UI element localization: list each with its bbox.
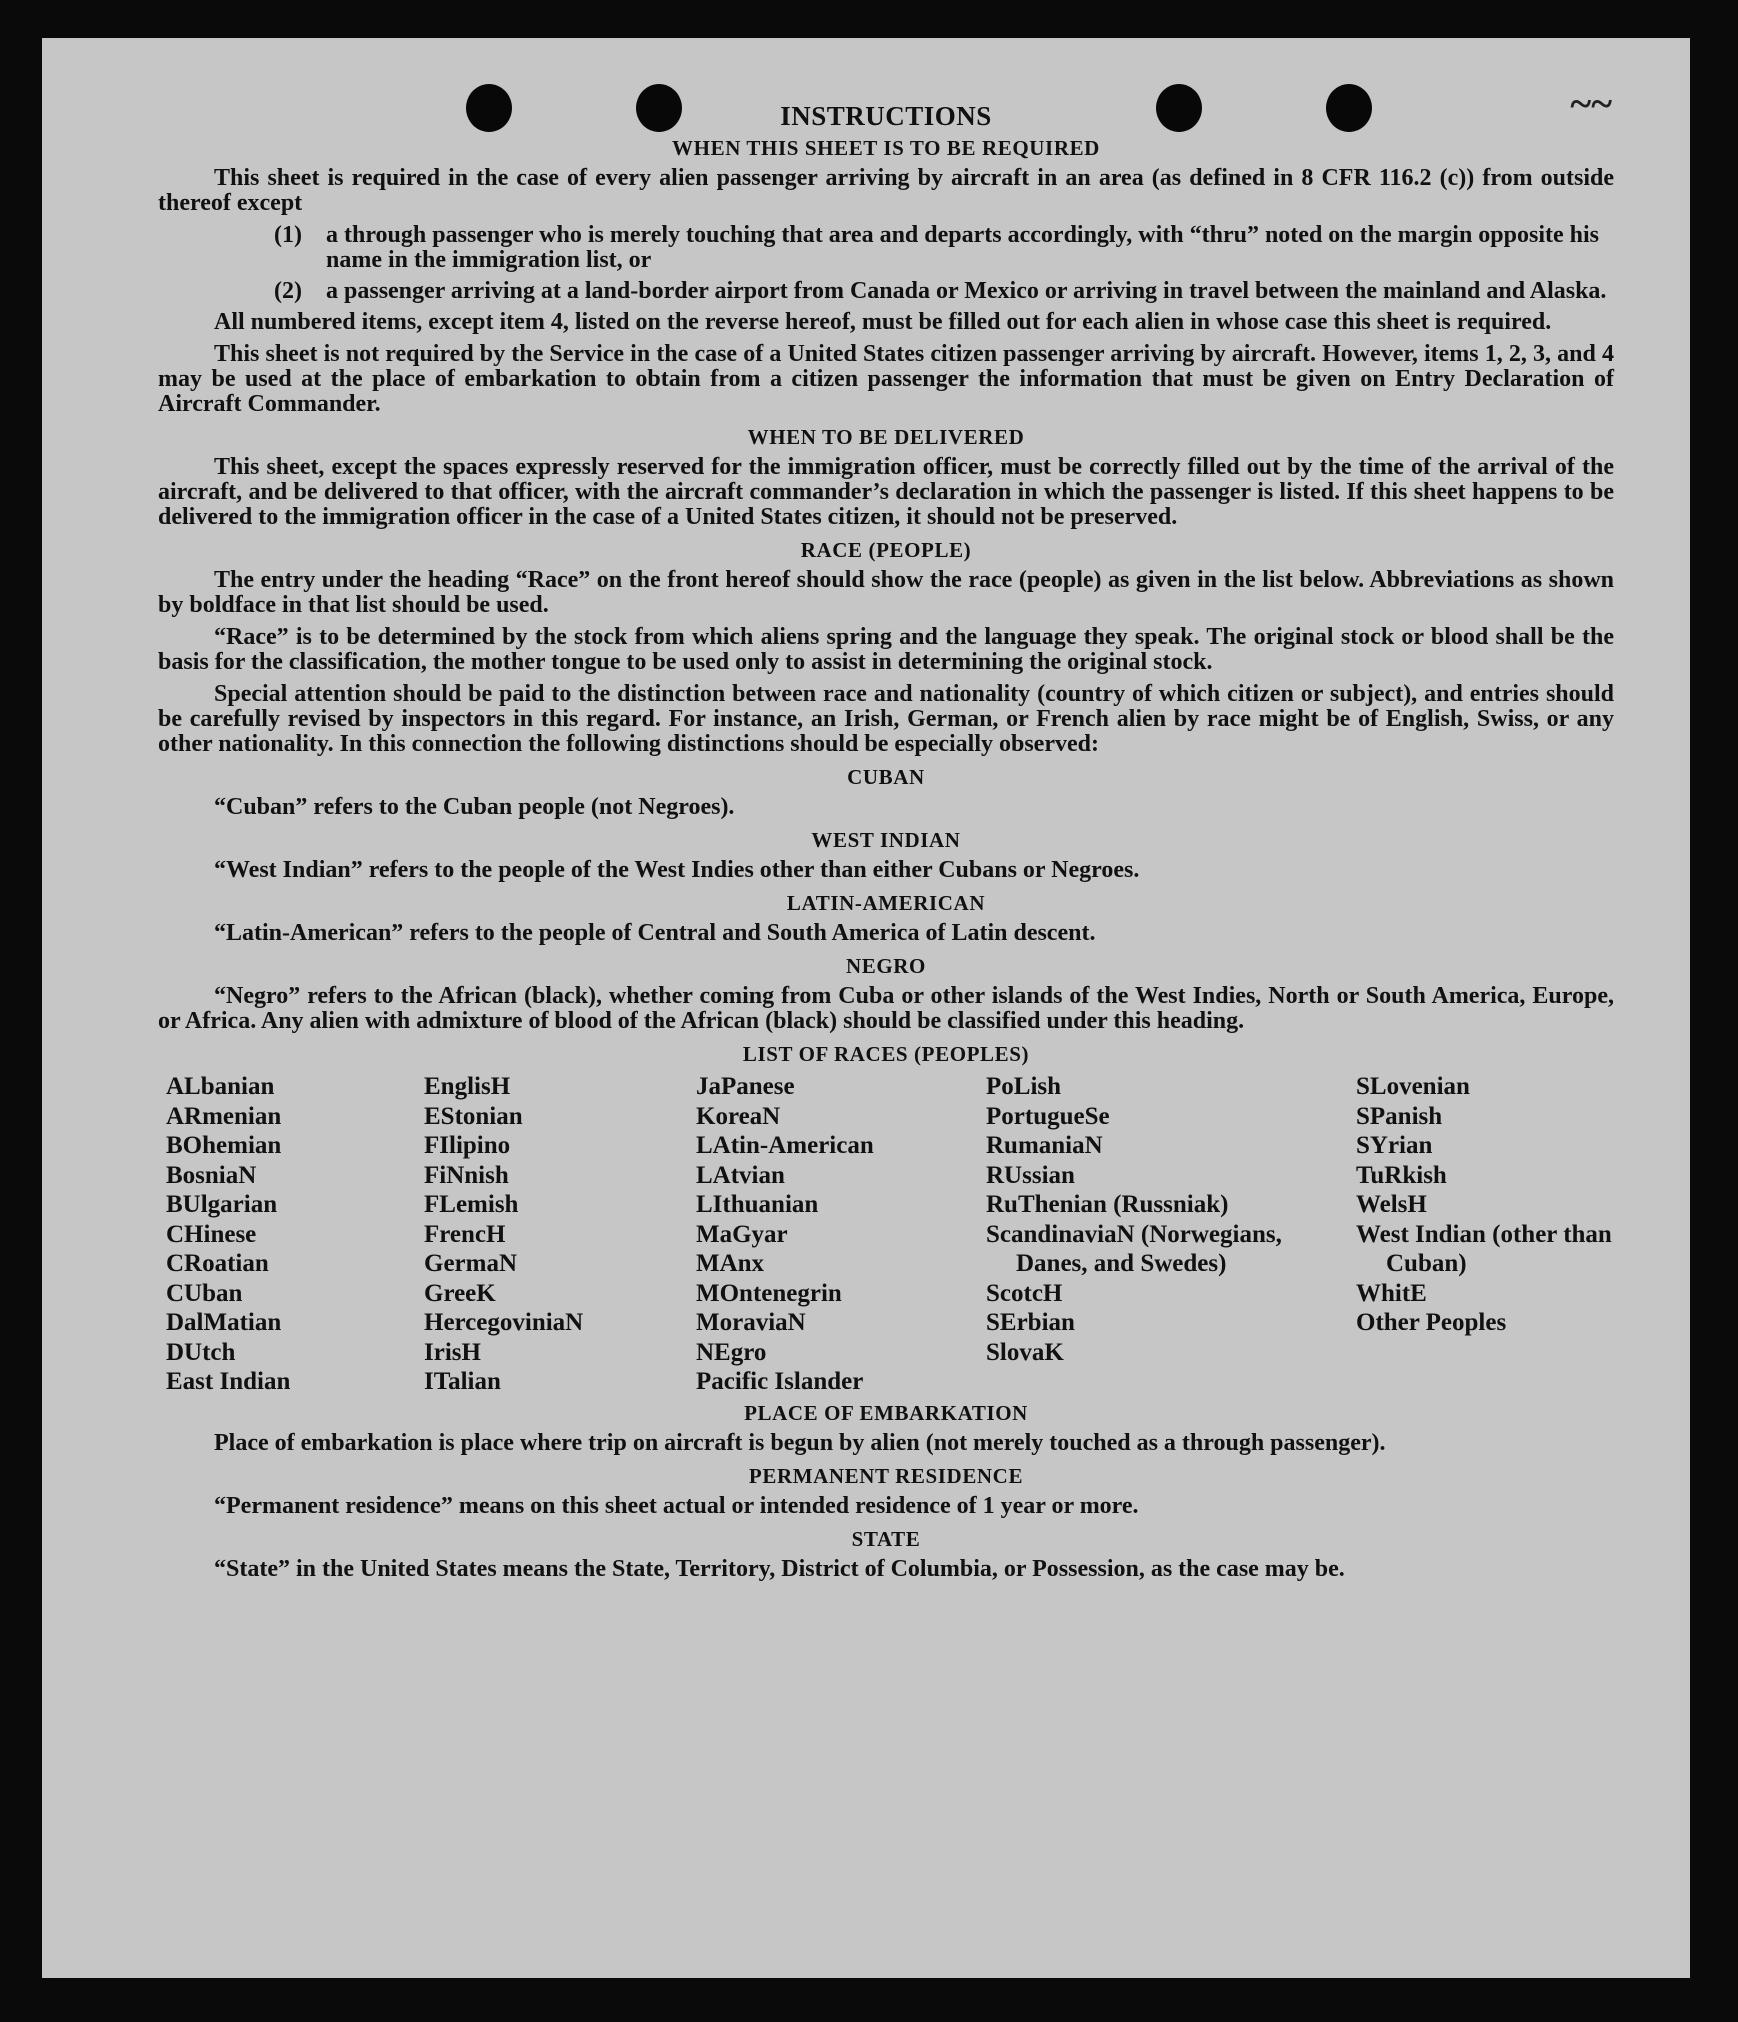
text-embarkation: Place of embarkation is place where trip on aircraft is begun by alien (not merely touched as a through passenger). xyxy=(214,1429,1386,1456)
race-entry: GreeK xyxy=(424,1279,496,1307)
exception-number: (2) xyxy=(274,278,302,304)
race-entry: Other Peoples xyxy=(1356,1309,1507,1336)
paragraph-numbered-items: All numbered items, except item 4, listed on the reverse hereof, must be filled out for each alien in whose case this sheet is required. xyxy=(214,309,1552,335)
race-entry: WhitE xyxy=(1356,1279,1427,1307)
pen-scribble: ~~ xyxy=(1570,81,1612,126)
race-entry: Pacific Islander xyxy=(696,1368,864,1395)
race-entry: NEgro xyxy=(696,1338,767,1366)
heading-cuban: CUBAN xyxy=(847,765,925,789)
race-entry: DalMatian xyxy=(166,1309,282,1336)
race-entry: SPanish xyxy=(1356,1102,1443,1130)
heading-embarkation: PLACE OF EMBARKATION xyxy=(744,1400,1028,1425)
race-entry: EStonian xyxy=(424,1102,523,1130)
races-column-1 xyxy=(166,1072,424,1397)
race-entry: ALbanian xyxy=(166,1073,275,1100)
exception-text: a passenger arriving at a land-border airport from Canada or Mexico or arriving in travel between the mainland and Alaska. xyxy=(326,278,1607,304)
race-entry: KoreaN xyxy=(696,1102,781,1130)
race-entry: HercegoviniaN xyxy=(424,1309,584,1336)
paragraph-citizen: This sheet is not required by the Service in the case of a United States citizen passenger arriving by aircraft. However, items 1, 2, 3, and 4 may be used at the place of embarkation to obtain from a citizen passenger the information that must be given on Entry Declaration of Aircraft Commander. xyxy=(158,341,1614,417)
race-entry: BosniaN xyxy=(166,1161,257,1189)
instructions-content xyxy=(158,101,1614,1589)
section-heading-required: WHEN THIS SHEET IS TO BE REQUIRED xyxy=(672,136,1100,160)
race-entry: IrisH xyxy=(424,1338,481,1366)
race-entry: LAtvian xyxy=(696,1161,785,1189)
race-entry: JaPanese xyxy=(696,1073,795,1100)
paragraph-race-entry: The entry under the heading “Race” on the front hereof should show the race (people) as given in the list below. Abbreviations as shown by boldface in that list should be used. xyxy=(158,567,1614,618)
text-permanent-residence: “Permanent residence” means on this sheet actual or intended residence of 1 year or more. xyxy=(214,1492,1139,1519)
races-column-2 xyxy=(424,1072,696,1397)
race-entry: WelsH xyxy=(1356,1191,1427,1218)
race-entry: PortugueSe xyxy=(986,1102,1110,1130)
race-entry: BUlgarian xyxy=(166,1191,278,1218)
race-entry: ScandinaviaN (Norwegians, Danes, and Swedes) xyxy=(986,1220,1282,1277)
race-entry: ITalian xyxy=(424,1368,501,1395)
race-entry: DUtch xyxy=(166,1338,236,1366)
race-entry: West Indian (other than Cuban) xyxy=(1356,1220,1612,1277)
race-entry: CHinese xyxy=(166,1220,257,1248)
document-sheet xyxy=(42,38,1690,1978)
heading-permanent-residence: PERMANENT RESIDENCE xyxy=(748,1463,1024,1488)
race-entry: East Indian xyxy=(166,1368,291,1395)
heading-list-of-races: LIST OF RACES (PEOPLES) xyxy=(742,1042,1030,1066)
exception-item-2 xyxy=(158,279,1614,304)
text-negro: “Negro” refers to the African (black), whether coming from Cuba or other islands of the West Indies, North or South America, Europe, or Africa. Any alien with admixture of blood of the African (black) should be classified under this heading. xyxy=(158,983,1614,1034)
race-entry: MAnx xyxy=(696,1250,765,1277)
paragraph-race-nationality: Special attention should be paid to the distinction between race and nationality (country of which citizen or subject), and entries should be carefully revised by inspectors in this regard. For instance, an Irish, German, or French alien by race might be of English, Swiss, or any other nationality. In this connection the following distinctions should be especially observed: xyxy=(158,681,1614,757)
paragraph-race-stock: “Race” is to be determined by the stock from which aliens spring and the language they speak. The original stock or blood shall be the basis for the classification, the mother tongue to be used only to assist in determining the original stock. xyxy=(158,624,1614,675)
race-entry: MaGyar xyxy=(696,1220,788,1248)
section-heading-race: RACE (PEOPLE) xyxy=(800,538,972,562)
text-cuban: “Cuban” refers to the Cuban people (not Negroes). xyxy=(214,794,735,820)
race-entry: FrencH xyxy=(424,1220,506,1248)
race-entry: SErbian xyxy=(986,1309,1075,1336)
text-west-indian: “West Indian” refers to the people of the West Indies other than either Cubans or Negroes. xyxy=(214,857,1140,883)
text-latin-american: “Latin-American” refers to the people of Central and South America of Latin descent. xyxy=(214,920,1096,946)
exception-text: a through passenger who is merely touching that area and departs accordingly, with “thru” noted on the margin opposite his name in the immigration list, or xyxy=(326,222,1599,273)
race-entry: RUssian xyxy=(986,1161,1075,1189)
heading-west-indian: WEST INDIAN xyxy=(811,828,961,852)
exception-item-1 xyxy=(158,223,1614,273)
race-entry: ARmenian xyxy=(166,1102,282,1130)
races-column-4 xyxy=(986,1072,1356,1397)
race-entry: RuThenian (Russniak) xyxy=(986,1191,1229,1218)
race-entry: FiNnish xyxy=(424,1161,509,1189)
race-entry: SYrian xyxy=(1356,1132,1433,1159)
text-state: “State” in the United States means the State, Territory, District of Columbia, or Possession, as the case may be. xyxy=(214,1555,1345,1582)
race-entry: SlovaK xyxy=(986,1338,1064,1366)
heading-latin-american: LATIN-AMERICAN xyxy=(786,891,986,915)
race-entry: MOntenegrin xyxy=(696,1279,842,1307)
race-entry: ScotcH xyxy=(986,1279,1063,1307)
paragraph-delivered: This sheet, except the spaces expressly reserved for the immigration officer, must be correctly filled out by the time of the arrival of the aircraft, and be delivered to that officer, with the aircraft commander’s declaration in which the passenger is listed. If this sheet happens to be delivered to the immigration officer in the case of a United States citizen, it should not be preserved. xyxy=(158,454,1614,530)
race-entry: LIthuanian xyxy=(696,1191,819,1218)
race-entry: GermaN xyxy=(424,1250,518,1277)
section-heading-delivered: WHEN TO BE DELIVERED xyxy=(747,425,1025,449)
race-entry: CRoatian xyxy=(166,1250,269,1277)
race-entry: BOhemian xyxy=(166,1132,282,1159)
races-column-5 xyxy=(1356,1072,1622,1397)
race-entry: TuRkish xyxy=(1356,1161,1447,1189)
races-column-3 xyxy=(696,1072,986,1397)
races-list xyxy=(166,1072,1614,1397)
race-entry: FIlipino xyxy=(424,1132,511,1159)
page-title: INSTRUCTIONS xyxy=(780,101,992,131)
race-entry: FLemish xyxy=(424,1191,519,1218)
race-entry: EnglisH xyxy=(424,1073,511,1100)
heading-negro: NEGRO xyxy=(845,954,926,978)
race-entry: SLovenian xyxy=(1356,1073,1470,1100)
exception-number: (1) xyxy=(274,222,302,248)
race-entry: CUban xyxy=(166,1279,243,1307)
paragraph-required: This sheet is required in the case of every alien passenger arriving by aircraft in an area (as defined in 8 CFR 116.2 (c)) from outside thereof except xyxy=(158,165,1614,216)
race-entry: PoLish xyxy=(986,1073,1062,1100)
race-entry: LAtin-American xyxy=(696,1132,874,1159)
race-entry: RumaniaN xyxy=(986,1132,1103,1159)
heading-state: STATE xyxy=(851,1526,921,1551)
race-entry: MoraviaN xyxy=(696,1309,806,1336)
